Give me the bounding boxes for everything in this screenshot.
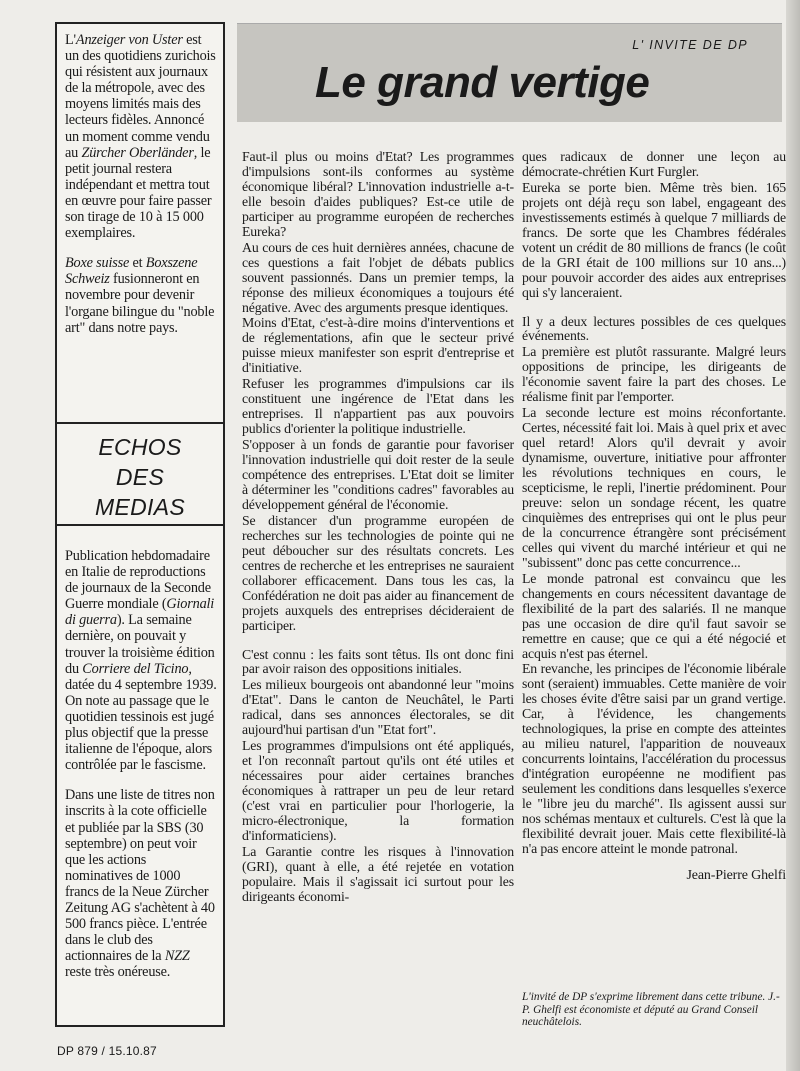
sidebar-divider xyxy=(57,524,223,526)
article-column-1 xyxy=(242,150,514,906)
text: L' xyxy=(65,32,76,48)
text: et xyxy=(129,255,146,272)
newspaper-name: Giornali di guerra xyxy=(65,596,215,629)
sidebar-paragraph xyxy=(65,255,217,335)
heading-line: MEDIAS xyxy=(95,494,185,520)
sidebar-divider xyxy=(57,422,223,424)
newspaper-name: Anzeiger von Uster xyxy=(75,32,183,48)
newspaper-name: NZZ xyxy=(164,948,190,965)
article-paragraph: La Garantie contre les risques à l'innovation (GRI), quant à elle, a été rejetée en votation populaire. Mais il s'agissait ici surtout pour les dirigeants économi- xyxy=(242,843,514,904)
text: s'exprime librement dans cette tribune. J.-P. Ghelfi est économiste et député au Grand Conseil neuchâtelois. xyxy=(522,991,780,1029)
article-paragraph: Les milieux bourgeois ont abandonné leur "moins d'Etat". Dans le canton de Neuchâtel, le Parti radical, dans ses annonces électorales, se dit aujourd'hui partisan d'un "Etat fort". xyxy=(242,677,514,738)
article-paragraph: Se distancer d'un programme européen de recherches sur les technologies de pointe qui ne peut déboucher sur des résultats concrets. Les centres de recherche et les entreprises ne sauraient collaborer efficacement. Dans tous les cas, la Confédération ne doit pas aider au financement de projets auxquels des entreprises décideraient de participer. xyxy=(242,512,514,633)
sidebar xyxy=(55,22,225,1027)
article-paragraph: Refuser les programmes d'impulsions car ils constituent une ingérence de l'Etat dans les entreprises. Il n'appartient pas aux pouvoirs publics d'orienter la politique industrielle. xyxy=(242,376,514,437)
article-paragraph: C'est connu : les faits sont têtus. Ils ont donc fini par avoir raison des oppositions initiales. xyxy=(242,646,514,677)
newspaper-name: Boxszene Schweiz xyxy=(65,255,198,288)
text: ). La semaine dernière, on pouvait y trouver la troisième édition du xyxy=(65,612,215,677)
article-paragraph: La première est plutôt rassurante. Malgré leurs oppositions de principe, les dirigeants de l'économie savent faire la part des choses. Le réalisme finit par l'emporter. xyxy=(522,344,786,405)
issue-footer: DP 879 / 15.10.87 xyxy=(57,1044,157,1058)
newspaper-name: Zürcher Oberländer xyxy=(81,144,194,161)
article-paragraph: Le monde patronal est convaincu que les changements en cours nécessitent davantage de flexibilité de la part des salariés. Il ne manque pas une occasion de dire qu'il faut savoir se remettre en cause; que ce qui a été négocié et acquis n'est pas éternel. xyxy=(522,570,786,661)
article-column-2 xyxy=(522,150,786,884)
heading-line: ECHOS xyxy=(98,434,182,460)
text: , le petit journal restera indépendant et mettra tout en œuvre pour faire passer son tirage de 10 à 15 000 exemplaires. xyxy=(65,144,212,242)
article-title: Le grand vertige xyxy=(315,58,650,107)
article-header xyxy=(237,23,782,122)
text: , datée du 4 septembre 1939. On note au passage que le quotidien tessinois est jugé plus objectif que la presse italienne de l'époque, alors contrôlée par le fascisme. xyxy=(65,660,217,774)
section-heading-echos-des-medias xyxy=(57,432,223,522)
article-paragraph: S'opposer à un fonds de garantie pour favoriser l'innovation industrielle qui doit rester de la seule compétence des entreprises. L'Etat doit se limiter à déterminer les "conditions cadres" favorables au développement général de l'économie. xyxy=(242,437,514,512)
text: L'invité de xyxy=(522,991,573,1003)
article-paragraph: En revanche, les principes de l'économie libérale sont (seraient) immuables. Cette manière de voir les choses évite d'être saisi par un grand vertige. Car, à l'évidence, les changements technologiques, la prise en compte des atteintes au milieu naturel, l'apparition de nouveaux concurrents lointains, l'accélération du processus d'intégration européenne ne modifient pas seulement les conditions dans lesquelles s'exerce le "libre jeu du marché". Ils agissent aussi sur nos schémas mentaux et culturels. C'est là que la flexibilité devrait jouer. Mais cette flexibilité-là n'a pas encore atteint le monde patronal. xyxy=(522,661,786,856)
article-paragraph: Il y a deux lectures possibles de ces quelques événements. xyxy=(522,313,786,344)
text: Publication hebdomadaire en Italie de reproductions de journaux de la Seconde Guerre mondiale ( xyxy=(65,548,211,613)
sidebar-paragraph xyxy=(65,548,217,773)
text: est un des quotidiens zurichois qui résistent aux journaux de la métropole, avec des moyens limités mais des lecteurs fidèles. Annoncé un moment comme vendu au xyxy=(65,32,216,161)
text: reste très onéreuse. xyxy=(65,964,171,981)
author-note xyxy=(522,991,786,1029)
sidebar-paragraph xyxy=(65,787,217,980)
article-paragraph: Faut-il plus ou moins d'Etat? Les programmes d'impulsions sont-ils conformes au système économique libéral? L'innovation industrielle a-t-elle besoin d'aides publiques? Est-ce utile de participer au programme européen de recherches Eureka? xyxy=(242,149,514,239)
author-signature: Jean-Pierre Ghelfi xyxy=(686,867,786,883)
article-paragraph: Au cours de ces huit dernières années, chacune de ces questions a fait l'objet de débats publics souvent passionnés. Dans un premier temps, la réponse des milieux économiques a toujours été négative. Avec des arguments presque identiques. xyxy=(242,239,514,315)
article-paragraph: Eureka se porte bien. Même très bien. 165 projets ont déjà reçu son label, engageant des investissements estimés à quelque 7 milliards de francs. De sorte que les Chambres fédérales votent un crédit de 80 millions de francs (le coût de la GRI était de 100 millions sur 10 ans...) pour pouvoir accorder des aides aux entreprises qui s'y lanceraient. xyxy=(522,179,786,300)
heading-line: DES xyxy=(115,464,165,490)
sidebar-intro xyxy=(65,32,217,350)
sidebar-echos xyxy=(65,548,217,994)
article-paragraph: ques radicaux de donner une leçon au démocrate-chrétien Kurt Furgler. xyxy=(522,149,786,179)
newspaper-name: Boxe suisse xyxy=(65,255,130,272)
sidebar-paragraph xyxy=(65,32,217,241)
page-edge xyxy=(786,0,800,1071)
section-kicker: L' INVITE DE DP xyxy=(632,38,748,52)
text: DP xyxy=(572,991,587,1003)
text: Dans une liste de titres non inscrits à la cote officielle et publiée par la SBS (30 septembre) on peut voir que les actions nominatives de 1000 francs de la Neue Zürcher Zeitung AG s'achètent à 40 500 francs pièce. L'entrée dans le club des actionnaires de la xyxy=(65,787,215,965)
article-paragraph: La seconde lecture est moins réconfortante. Certes, nécessité fait loi. Mais à quel prix et avec quel retard! Alors qu'il devrait y avoir dynamisme, ouverture, initiative pour affronter les révolutions techniques en cours, le scepticisme, le repli, l'inertie prédominent. Pour preuve: selon un sondage récent, les quatre cinquièmes des entreprises qui ont le plus peur de la concurrence étrangère sont précisément celles qui vivent du marché intérieur et qui ne "subissent" donc pas cette concurrence... xyxy=(522,405,786,570)
article-paragraph: Les programmes d'impulsions ont été appliqués, et l'on reconnaît partout qu'ils ont été utiles et nécessaires pour aider certaines branches économiques à rattraper un peu de leur retard (c'est vrai en particulier pour l'horlogerie, la micro-électronique, la formation d'informaticiens). xyxy=(242,738,514,843)
article-paragraph: Moins d'Etat, c'est-à-dire moins d'interventions et de réglementations, afin que le secteur privé puisse mieux manifester son esprit d'entreprise et d'initiative. xyxy=(242,315,514,376)
text: fusionneront en novembre pour devenir l'organe bilingue du "noble art" dans notre pays. xyxy=(65,271,215,336)
newspaper-name: Corriere del Ticino xyxy=(82,660,189,677)
